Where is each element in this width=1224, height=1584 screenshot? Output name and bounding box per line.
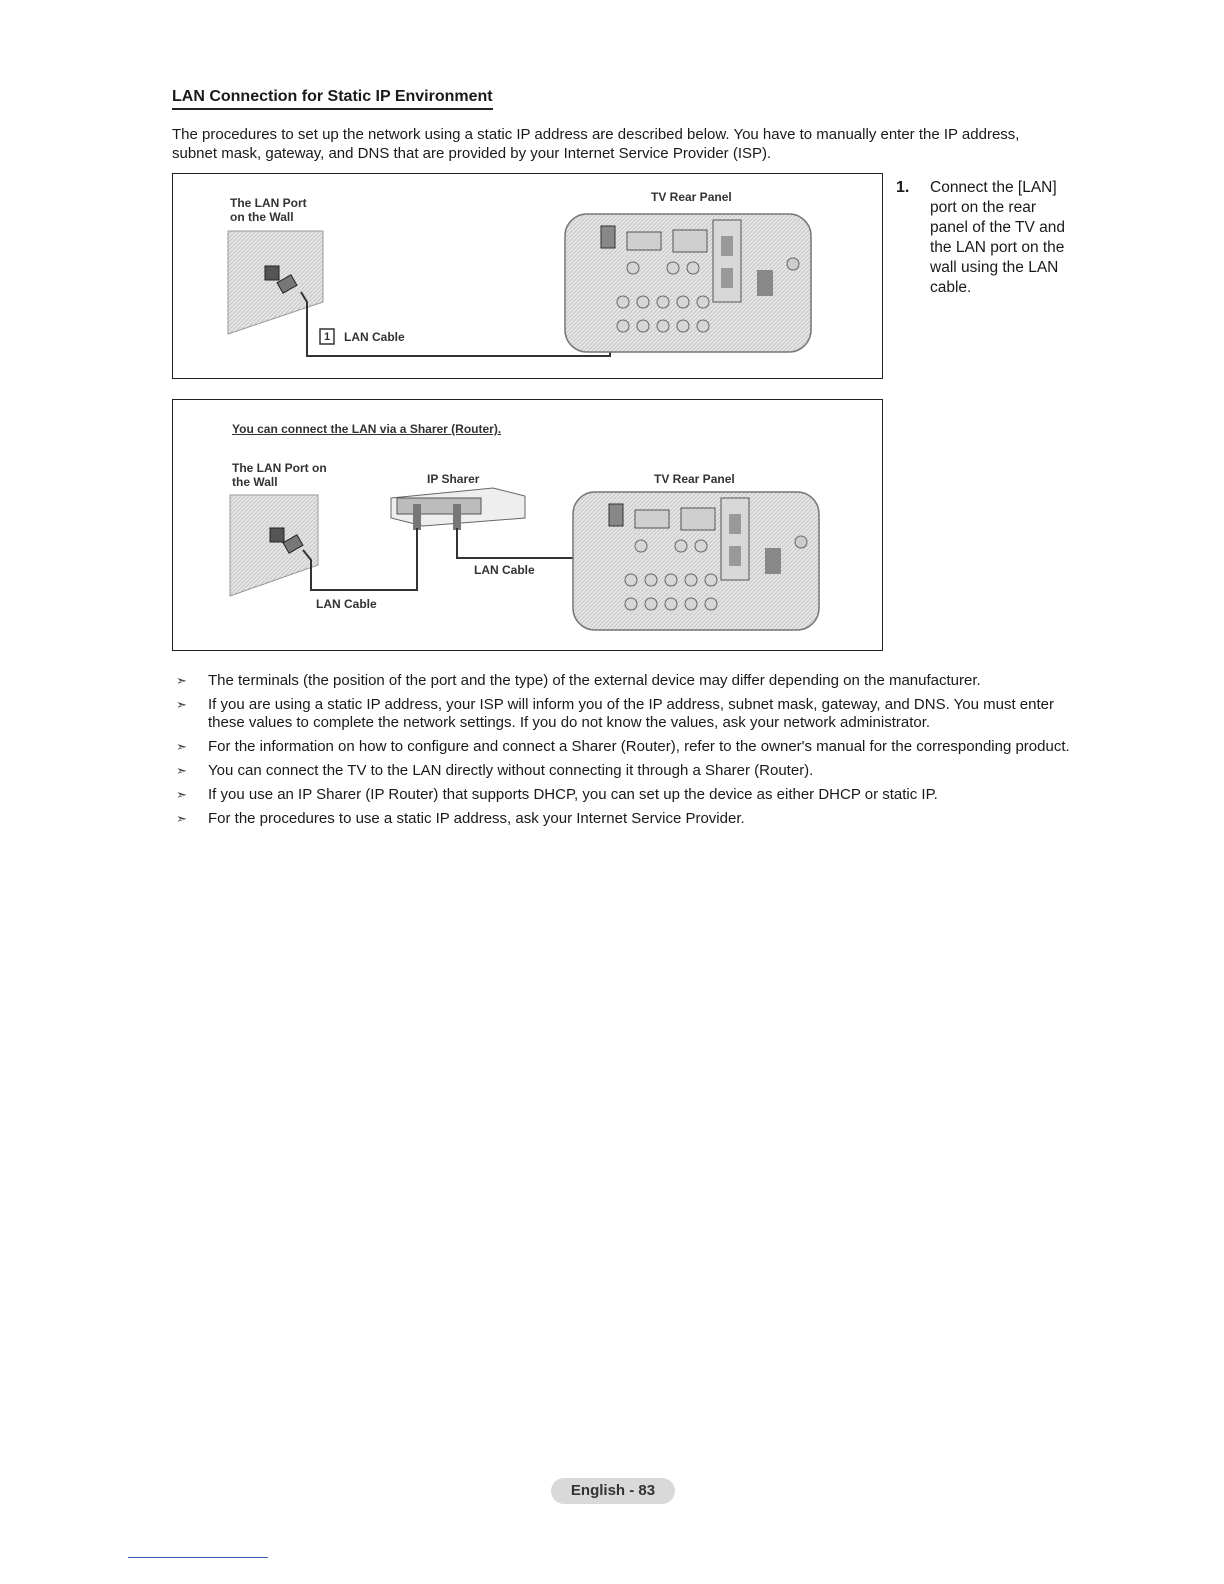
- footer-divider: [128, 1557, 268, 1558]
- lan-cable-label-right: LAN Cable: [474, 563, 535, 577]
- page-number-badge: English - 83: [551, 1478, 675, 1504]
- section-heading: LAN Connection for Static IP Environment: [172, 88, 493, 110]
- note-item: ➣ For the procedures to use a static IP address, ask your Internet Service Provider.: [176, 810, 745, 827]
- direct-connection-diagram: [172, 173, 883, 379]
- ip-sharer-label: IP Sharer: [427, 472, 480, 486]
- note-arrow-icon: ➣: [176, 697, 187, 712]
- note-item: ➣ For the information on how to configure and connect a Sharer (Router), refer to the owner's manual for the corresponding product.: [176, 738, 1070, 755]
- note-arrow-icon: ➣: [176, 787, 187, 802]
- note-item: ➣ If you are using a static IP address, your ISP will inform you of the IP address, subnet mask, gateway, and DNS. You must enter these values to complete the network settings. If you do not know the values, ask your network administrator.: [176, 696, 1054, 731]
- wall-illustration: [228, 231, 323, 334]
- lan-cable-label: LAN Cable: [344, 330, 405, 344]
- sharer-caption: You can connect the LAN via a Sharer (Router).: [232, 422, 502, 436]
- notes-list: [172, 672, 1072, 834]
- tv-rear-panel-label: TV Rear Panel: [654, 472, 735, 486]
- sharer-connection-diagram: [172, 399, 883, 651]
- step-text: Connect the [LAN] port on the rear panel of the TV and the LAN port on the wall using the LAN cable.: [930, 179, 1066, 296]
- cable-number-label: 1: [324, 331, 331, 343]
- note-item: ➣ The terminals (the position of the port and the type) of the external device may differ depending on the manufacturer.: [176, 672, 981, 689]
- tv-rear-panel-illustration: [573, 492, 819, 630]
- intro-paragraph: The procedures to set up the network using a static IP address are described below. You have to manually enter the IP address, subnet mask, gateway, and DNS that are provided by your Internet Service Provider (ISP).: [172, 126, 1020, 162]
- note-item: ➣ You can connect the TV to the LAN directly without connecting it through a Sharer (Router).: [176, 762, 814, 779]
- note-arrow-icon: ➣: [176, 739, 187, 754]
- ip-sharer-illustration: [391, 488, 525, 530]
- tv-rear-panel-illustration: [565, 214, 811, 352]
- note-arrow-icon: ➣: [176, 673, 187, 688]
- lan-cable-wall-to-sharer: [303, 528, 417, 590]
- wall-port-label: The LAN Port on the Wall: [230, 196, 307, 224]
- step-number: 1.: [896, 179, 910, 196]
- wall-illustration: [230, 495, 318, 596]
- note-item: ➣ If you use an IP Sharer (IP Router) that supports DHCP, you can set up the device as either DHCP or static IP.: [176, 786, 938, 803]
- sharer-connection-illustration: [173, 400, 882, 650]
- note-arrow-icon: ➣: [176, 763, 187, 778]
- lan-cable-label-left: LAN Cable: [316, 597, 377, 611]
- wall-port-label: The LAN Port on the Wall: [232, 461, 327, 489]
- lan-cable-line: [301, 292, 610, 356]
- note-arrow-icon: ➣: [176, 811, 187, 826]
- tv-rear-panel-label: TV Rear Panel: [651, 190, 732, 204]
